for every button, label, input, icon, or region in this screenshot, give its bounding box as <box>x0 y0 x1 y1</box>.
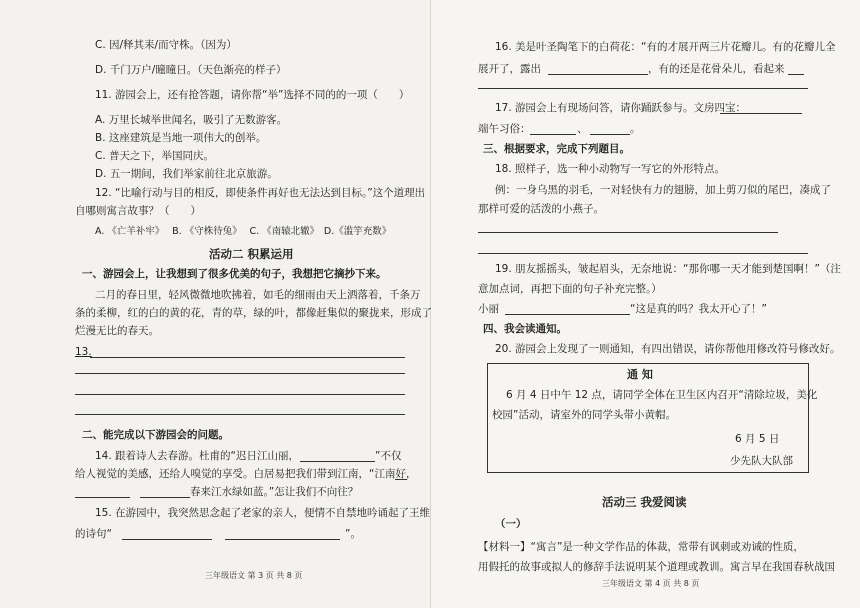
question-11: 11. 游园会上，还有抢答题，请你帮“举”选择不同的的一项（ ） <box>95 89 410 101</box>
part-3-heading: 三、根据要求，完成下列题目。 <box>483 143 630 155</box>
answer-line[interactable] <box>478 253 808 254</box>
question-17-line-2: 端午习俗： <box>478 123 531 135</box>
blank-line[interactable] <box>225 539 340 540</box>
question-14-line-3: 春来江水绿如蓝。”怎让我们不向往？ <box>190 486 359 498</box>
answer-line[interactable] <box>90 357 405 358</box>
example-line-1: 例：一身乌黑的羽毛，一对轻快有力的翅膀，加上剪刀似的尾巴，凑成了 <box>495 184 831 196</box>
answer-line[interactable] <box>478 232 778 233</box>
answer-line[interactable] <box>75 414 405 415</box>
question-14: 14. 跟着诗人去春游。杜甫的“迟日江山丽， <box>95 450 299 462</box>
answer-line[interactable] <box>75 394 405 395</box>
answer-line[interactable] <box>75 373 405 374</box>
period: 。 <box>630 123 641 135</box>
question-20: 20. 游园会上发现了一则通知，有四出错误，请你帮他用修改符号修改好。 <box>495 343 841 355</box>
answer-line[interactable] <box>478 88 808 89</box>
question-19-subject: 小丽 <box>478 303 499 315</box>
blank-line[interactable] <box>720 113 802 114</box>
q11-option-a: A. 万里长城举世闻名，吸引了无数游客。 <box>95 114 288 126</box>
question-15-line-2: 的诗句“ <box>75 528 112 540</box>
blank-line[interactable] <box>122 539 212 540</box>
option-c-text: C. 因/释其耒/而守株。（因为） <box>95 39 237 51</box>
question-16-line-2: 展开了，露出 <box>478 63 541 75</box>
question-12: 12. “比喻行动与目的相反，即使条件再好也无法达到目标。”这个道理出 <box>95 187 426 199</box>
passage-line-2: 条的柔柳，红的白的黄的花，青的草，绿的叶，都像赶集似的聚拢来，形成了 <box>75 307 432 319</box>
option-d-text: D. 千门万户/曈曈日。（天色渐亮的样子） <box>95 64 287 76</box>
question-18: 18. 照样子，选一种小动物写一写它的外形特点。 <box>495 163 726 175</box>
question-14-line-2: 给人视觉的美感，还给人嗅觉的享受。白居易把我们带到江南，“江南好， <box>75 468 417 480</box>
reading-part-one: （一） <box>495 518 527 530</box>
q11-option-b: B. 这座建筑是当地一项伟大的创举。 <box>95 132 267 144</box>
notice-signer: 少先队大队部 <box>730 455 793 467</box>
notice-date: 6 月 5 日 <box>735 433 780 445</box>
part-2-heading: 二、能完成以下游园会的问题。 <box>82 429 229 441</box>
blank-line[interactable] <box>590 134 630 135</box>
section-heading-activity-2: 活动二 积累运用 <box>209 247 294 261</box>
separator: 、 <box>577 123 588 135</box>
blank-line[interactable] <box>140 497 190 498</box>
question-15-quote-end: ”。 <box>345 528 361 540</box>
section-heading-activity-3: 活动三 我爱阅读 <box>602 495 687 509</box>
passage-line-1: 二月的春日里，轻风微微地吹拂着，如毛的细雨由天上洒落着，千条万 <box>95 289 421 301</box>
question-13-label: 13. <box>75 346 92 358</box>
blank-line[interactable] <box>75 497 130 498</box>
blank-line[interactable] <box>505 314 630 315</box>
right-page-footer: 三年级语文 第 4 页 共 8 页 <box>602 579 700 588</box>
question-12-cont: 自哪则寓言故事？（ ） <box>75 205 201 217</box>
blank-line[interactable] <box>788 74 804 75</box>
material-1-line-1: 【材料一】“寓言”是一种文学作品的体裁，常带有讽刺或劝诫的性质， <box>478 541 804 553</box>
notice-body-line-1: 6 月 4 日中午 12 点，请同学全体在卫生区内召开“清除垃圾，美化 <box>506 389 818 401</box>
passage-line-3: 烂漫无比的春天。 <box>75 325 159 337</box>
question-16: 16. 美是叶圣陶笔下的白荷花：“有的才展开两三片花瓣儿。有的花瓣儿全 <box>495 41 836 53</box>
left-page-footer: 三年级语文 第 3 页 共 8 页 <box>205 571 303 580</box>
q12-options: A. 《亡羊补牢》 B. 《守株待兔》 C. 《南辕北辙》 D.《滥竽充数》 <box>95 226 392 237</box>
question-14-quote-end: ”不仅 <box>375 450 402 462</box>
part-4-heading: 四、我会读通知。 <box>483 323 567 335</box>
blank-line[interactable] <box>300 461 375 462</box>
blank-line[interactable] <box>548 74 648 75</box>
example-line-2: 那样可爱的活泼的小燕子。 <box>478 203 604 215</box>
question-19-quote: “这是真的吗？我太开心了！” <box>630 303 767 315</box>
notice-title: 通 知 <box>627 368 653 381</box>
question-15: 15. 在游园中，我突然思念起了老家的亲人，便情不自禁地吟诵起了王维 <box>95 507 431 519</box>
q11-option-d: D. 五一期间，我们举家前往北京旅游。 <box>95 168 278 180</box>
question-17: 17. 游园会上有现场问答，请你踊跃参与。文房四宝： <box>495 102 747 114</box>
material-1-line-2: 用假托的故事或拟人的修辞手法说明某个道理或教训。寓言早在我国春秋战国 <box>478 561 835 573</box>
blank-line[interactable] <box>530 134 576 135</box>
blank-line[interactable] <box>395 479 407 480</box>
question-16-line-2b: ，有的还是花骨朵儿，看起来 <box>648 63 785 75</box>
part-1-heading: 一、游园会上，让我想到了很多优美的句子，我想把它摘抄下来。 <box>82 268 387 280</box>
question-19: 19. 朋友摇摇头，皱起眉头，无奈地说：“那你哪一天才能到楚国啊！”（注 <box>495 263 841 275</box>
notice-body-line-2: 校园”活动，请室外的同学头带小黄帽。 <box>492 409 676 421</box>
q11-option-c: C. 普天之下，举国同庆。 <box>95 150 215 162</box>
question-19-line-2: 意加点词，再把下面的句子补充完整。） <box>478 283 662 295</box>
